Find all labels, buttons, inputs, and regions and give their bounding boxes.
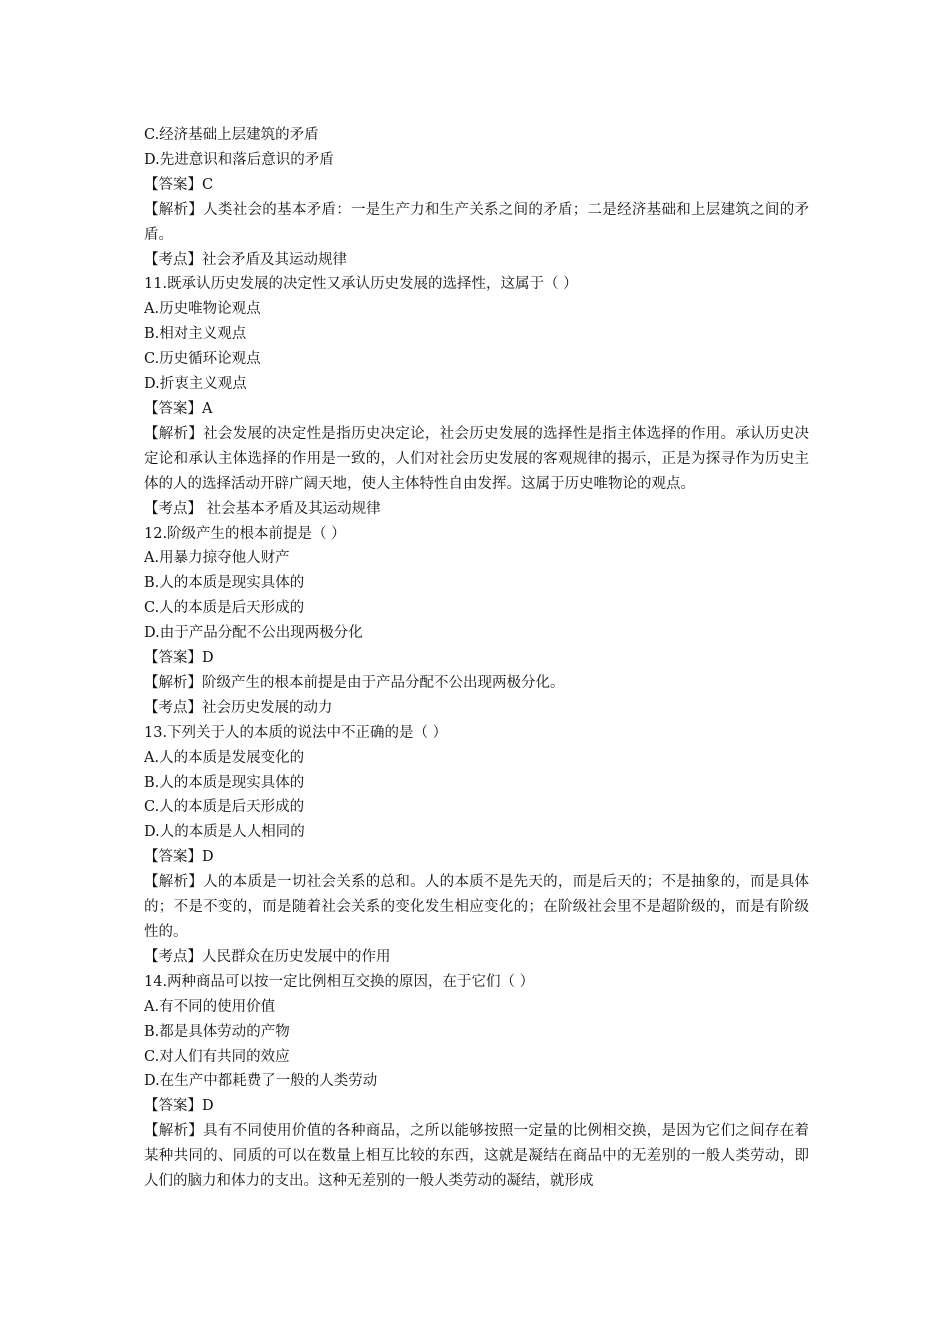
answer: 【答案】D [144, 650, 214, 667]
knowledge-point: 【考点】社会历史发展的动力 [144, 699, 333, 716]
answer: 【答案】A [144, 400, 213, 417]
question-13: 13.下列关于人的本质的说法中不正确的是（ ） [144, 724, 448, 741]
option-a: A.人的本质是发展变化的 [144, 749, 305, 766]
knowledge-point: 【考点】 社会基本矛盾及其运动规律 [144, 500, 381, 517]
option-a: A.历史唯物论观点 [144, 301, 261, 318]
answer: 【答案】C [144, 176, 214, 193]
analysis: 【解析】阶级产生的根本前提是由于产品分配不公出现两极分化。 [144, 674, 565, 691]
analysis: 【解析】具有不同使用价值的各种商品，之所以能够按照一定量的比例相交换，是因为它们之间存在着某种共同的、同质的可以在数量上相互比较的东西，这就是凝结在商品中的无差别的一般人类劳动，即人们的脑力和体力的支出。这种无差别的一般人类劳动的凝结，就形成 [144, 1123, 809, 1190]
option-c: C.经济基础上层建筑的矛盾 [144, 127, 319, 143]
answer: 【答案】D [144, 849, 214, 866]
knowledge-point: 【考点】人民群众在历史发展中的作用 [144, 948, 391, 965]
question-12: 12.阶级产生的根本前提是（ ） [144, 525, 346, 542]
question-14: 14.两种商品可以按一定比例相互交换的原因，在于它们（ ） [144, 973, 535, 990]
option-d: D.在生产中都耗费了一般的人类劳动 [144, 1073, 378, 1090]
question-11: 11.既承认历史发展的决定性又承认历史发展的选择性，这属于（ ） [144, 276, 578, 293]
analysis: 【解析】社会发展的决定性是指历史决定论，社会历史发展的选择性是指主体选择的作用。承认历史决定论和承认主体选择的作用是一致的，人们对社会历史发展的客观规律的揭示，正是为探寻作为历史主体的人的选择活动开辟广阔天地，使人主体特性自由发挥。这属于历史唯物论的观点。 [144, 425, 809, 492]
option-b: B.人的本质是现实具体的 [144, 774, 305, 791]
option-a: A.有不同的使用价值 [144, 998, 276, 1015]
answer: 【答案】D [144, 1098, 214, 1115]
option-b: B.都是具体劳动的产物 [144, 1023, 290, 1040]
document-page [144, 123, 809, 1194]
knowledge-point: 【考点】社会矛盾及其运动规律 [144, 251, 347, 268]
option-b: B.相对主义观点 [144, 326, 247, 343]
option-a: A.用暴力掠夺他人财产 [144, 550, 290, 567]
analysis: 【解析】人的本质是一切社会关系的总和。人的本质不是先天的，而是后天的；不是抽象的，而是具体的；不是不变的，而是随着社会关系的变化发生相应变化的；在阶级社会里不是超阶级的，而是有阶级性的。 [144, 874, 809, 940]
option-d: D.由于产品分配不公出现两极分化 [144, 625, 363, 642]
option-c: C.人的本质是后天形成的 [144, 799, 305, 816]
analysis: 【解析】人类社会的基本矛盾：一是生产力和生产关系之间的矛盾；二是经济基础和上层建筑之间的矛盾。 [144, 201, 809, 243]
option-c: C.历史循环论观点 [144, 351, 261, 368]
option-d: D.人的本质是人人相同的 [144, 824, 305, 841]
option-c: C.人的本质是后天形成的 [144, 600, 305, 617]
option-d: D.先进意识和落后意识的矛盾 [144, 151, 334, 168]
option-b: B.人的本质是现实具体的 [144, 575, 305, 592]
option-d: D.折衷主义观点 [144, 376, 247, 393]
option-c: C.对人们有共同的效应 [144, 1048, 290, 1065]
